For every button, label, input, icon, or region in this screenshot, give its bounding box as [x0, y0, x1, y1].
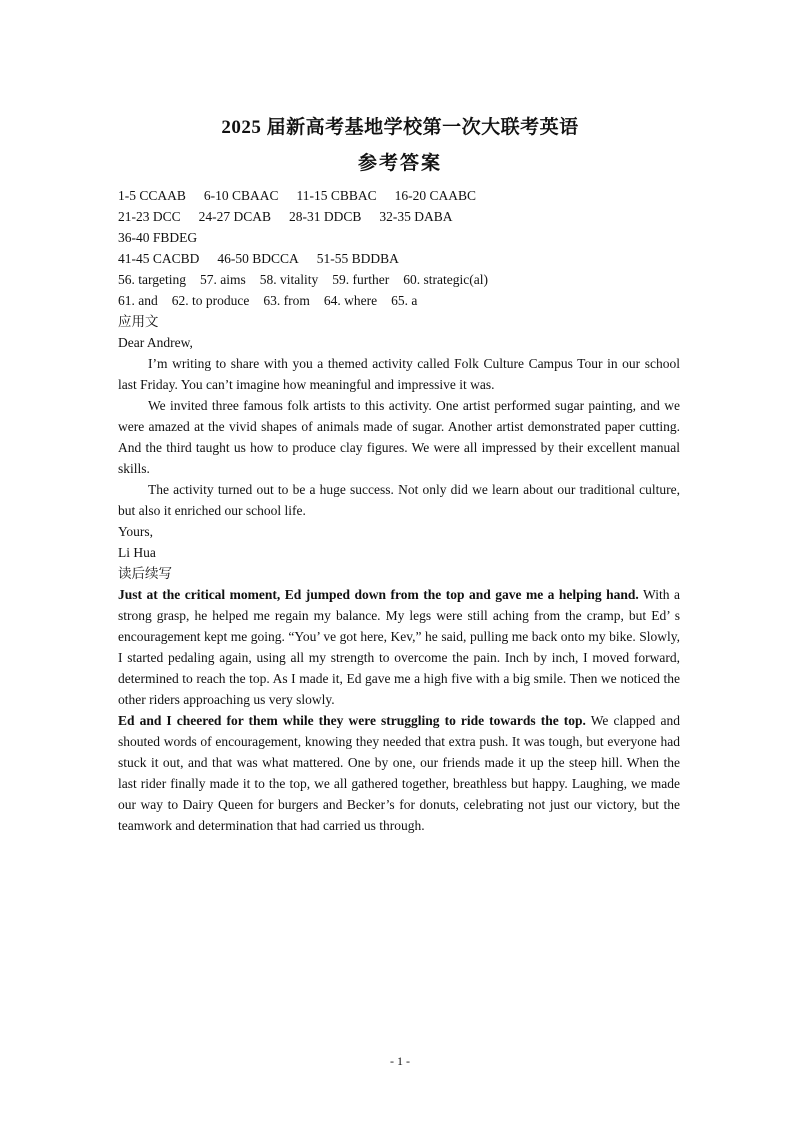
story-paragraph	[118, 584, 680, 710]
document-title: 2025 届新高考基地学校第一次大联考英语	[221, 117, 579, 138]
answer-item: 63. from	[263, 293, 310, 308]
answer-item: 65. a	[391, 293, 418, 308]
answer-group: 28-31 DDCB	[289, 209, 362, 224]
answer-group: 36-40 FBDEG	[118, 230, 198, 245]
answer-item: 59. further	[332, 272, 390, 287]
story-body-text: We clapped and shouted words of encouragement, knowing they needed that extra push. It was tough, but everyone had stuck it out, and that was what mattered. One by one, our friends made it up the steep hill. When the last rider finally made it to the top, we all gathered together, breathless but happy. Laughing, we made our way to Dairy Queen for burgers and Becker’s for donuts, celebrating not just our victory, but the teamwork and determination that had carried us through.	[118, 713, 680, 833]
story-body-text: With a strong grasp, he helped me regain my balance. My legs were still aching from the cramp, but Ed’ s encouragement kept me going. “You’ ve got here, Kev,” he said, pulling me back onto my bike. Slowly, I started pedaling again, using all my strength to overcome the pain. Inch by inch, I moved forward, determined to reach the top. As I made it, Ed gave me a high five with a big smile. Then we noticed the other riders approaching us very slowly.	[118, 587, 680, 707]
answer-item: 60. strategic(al)	[403, 272, 488, 287]
section-label-applied-writing: 应用文	[118, 314, 159, 329]
answer-group: 21-23 DCC	[118, 209, 181, 224]
letter-signature: Li Hua	[118, 545, 156, 560]
letter-greeting: Dear Andrew,	[118, 335, 193, 350]
answer-group: 6-10 CBAAC	[203, 188, 279, 203]
answer-row-4	[118, 248, 680, 269]
answer-item: 56. targeting	[118, 272, 186, 287]
section-label-continuation-writing: 读后续写	[118, 566, 172, 581]
answer-group: 51-55 BDDBA	[316, 251, 399, 266]
answer-item: 64. where	[323, 293, 378, 308]
answer-group: 16-20 CAABC	[394, 188, 477, 203]
answer-group: 24-27 DCAB	[198, 209, 272, 224]
answer-item: 62. to produce	[171, 293, 250, 308]
page-number: - 1 -	[390, 1054, 410, 1068]
answer-group: 41-45 CACBD	[118, 251, 200, 266]
story-lead-sentence: Ed and I cheered for them while they were struggling to ride towards the top.	[118, 713, 586, 728]
story-paragraph	[118, 710, 680, 836]
answer-group: 1-5 CCAAB	[118, 188, 186, 203]
answer-item: 61. and	[118, 293, 158, 308]
answer-item: 58. vitality	[259, 272, 319, 287]
answer-item: 57. aims	[200, 272, 246, 287]
answer-group: 32-35 DABA	[379, 209, 453, 224]
answer-row-2	[118, 206, 680, 227]
document-subtitle: 参考答案	[357, 153, 442, 174]
answer-row-5	[118, 269, 680, 290]
letter-paragraph: The activity turned out to be a huge success. Not only did we learn about our traditional culture, but also it enriched our school life.	[118, 482, 680, 518]
answer-group: 11-15 CBBAC	[296, 188, 377, 203]
answer-row-6	[118, 290, 680, 311]
answer-row-1	[118, 185, 680, 206]
answer-group: 46-50 BDCCA	[217, 251, 299, 266]
letter-paragraph: We invited three famous folk artists to this activity. One artist performed sugar painting, and we were amazed at the vivid shapes of animals made of sugar. Another artist demonstrated paper cutting. And the third taught us how to produce clay figures. We were all impressed by their excellent manual skills.	[118, 398, 680, 476]
story-lead-sentence: Just at the critical moment, Ed jumped down from the top and gave me a helping hand.	[118, 587, 639, 602]
document-body	[118, 185, 680, 836]
letter-paragraph: I’m writing to share with you a themed activity called Folk Culture Campus Tour in our school last Friday. You can’t imagine how meaningful and impressive it was.	[118, 356, 680, 392]
answer-row-3	[118, 227, 680, 248]
letter-closing: Yours,	[118, 524, 154, 539]
